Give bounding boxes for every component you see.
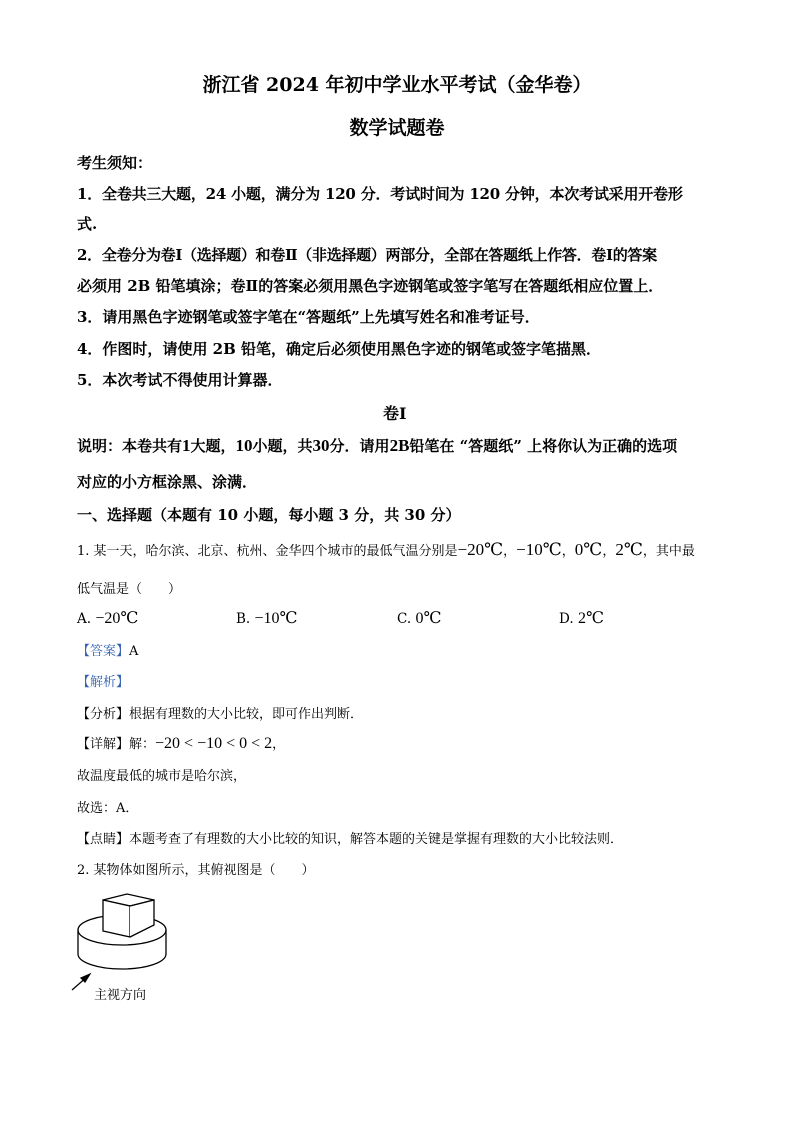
page-title: 浙江省 2024 年初中学业水平考试（金华卷）	[202, 74, 592, 96]
q1-temp-3: 0℃	[574, 540, 603, 559]
q1-temp-4: 2℃	[615, 540, 643, 559]
notice-item-2-line-1: 2．全卷分为卷Ⅰ（选择题）和卷Ⅱ（非选择题）两部分，全部在答题纸上作答．卷Ⅰ的答案	[77, 246, 657, 264]
notice-heading: 考生须知：	[77, 154, 153, 172]
q1-fenxi-tag: 【分析】	[77, 707, 130, 722]
notice-item-2-line-2: 必须用 2B 铅笔填涂；卷Ⅱ的答案必须用黑色字迹钢笔或签字笔写在答题纸相应位置上．	[77, 277, 664, 295]
instructions-text-4: 分．请用	[329, 437, 390, 455]
q1-xiangjie-tag: 【详解】	[77, 737, 130, 752]
instructions-num-3: 30	[312, 436, 330, 455]
q1-temp-1: −20℃	[457, 540, 504, 559]
q1-xiangjie-prefix: 解：	[129, 737, 156, 752]
q1-stem-line-1	[77, 540, 695, 560]
instructions-text-2: 大题，	[190, 437, 236, 455]
block-front-face	[103, 900, 130, 937]
block-side-face	[130, 900, 154, 937]
q1-analysis-tag: 【解析】	[77, 675, 130, 690]
q1-choose: 故选：A．	[77, 801, 139, 816]
notice-item-3: 3．请用黑色字迹钢笔或签字笔在“答题纸”上先填写姓名和准考证号．	[77, 308, 540, 326]
instructions-text-1: 说明：本卷共有	[77, 437, 183, 455]
q1-fenxi-text: 根据有理数的大小比较，即可作出判断．	[129, 707, 364, 722]
q1-option-d-value: 2℃	[577, 610, 604, 627]
q1-dianjing-tag: 【点睛】	[77, 832, 130, 847]
q1-answer-tag: 【答案】	[77, 644, 130, 659]
notice-item-5: 5．本次考试不得使用计算器．	[77, 371, 283, 389]
figure-caption: 主视方向	[94, 988, 147, 1003]
instructions-line-2: 对应的小方框涂黑、涂满．	[77, 473, 258, 491]
instructions-text-5: 铅笔在 “答题纸” 上将你认为正确的选项	[409, 437, 678, 455]
solid-figure	[66, 890, 176, 995]
q1-dianjing-text: 本题考查了有理数的大小比较的知识，解答本题的关键是掌握有理数的大小比较法则．	[129, 832, 624, 847]
cylinder-bottom-edge	[78, 954, 166, 969]
q1-sep-3: ，	[602, 544, 616, 559]
q1-option-b-letter: B.	[236, 611, 251, 627]
instructions-text-3: 小题，共	[252, 437, 313, 455]
q1-option-b-value: −10℃	[254, 610, 298, 627]
instructions-line-1	[77, 435, 677, 456]
q1-temp-2: −10℃	[516, 540, 562, 559]
section-heading: 一、选择题（本题有 10 小题，每小题 3 分，共 30 分）	[77, 506, 461, 524]
q1-option-d	[559, 608, 604, 628]
q1-option-a-letter: A.	[77, 611, 92, 627]
q1-xiangjie	[77, 733, 285, 753]
q1-sep-2: ，	[561, 544, 575, 559]
q1-fenxi	[77, 703, 363, 722]
q1-option-d-letter: D.	[559, 611, 574, 627]
q1-stem-b: ，其中最	[642, 544, 695, 559]
q1-option-a-value: −20℃	[95, 610, 139, 627]
q1-option-a	[77, 608, 138, 628]
q2-stem: 2. 某物体如图所示，其俯视图是（ ）	[77, 863, 315, 878]
instructions-num-4: 2B	[389, 436, 410, 455]
q1-option-c-letter: C.	[397, 611, 412, 627]
q1-stem-line-2: 低气温是（ ）	[77, 582, 182, 597]
q1-option-c-value: 0℃	[415, 610, 442, 627]
volume-title: 卷Ⅰ	[383, 404, 407, 423]
instructions-num-2: 10	[235, 436, 253, 455]
q1-stem-a: 1. 某一天，哈尔滨、北京、杭州、金华四个城市的最低气温分别是	[77, 544, 458, 559]
q1-option-c	[397, 608, 441, 628]
q1-xiangjie-suffix: ，	[272, 737, 286, 752]
q1-dianjing	[77, 828, 623, 847]
instructions-num-1: 1	[182, 436, 191, 455]
notice-item-4: 4．作图时，请使用 2B 铅笔，确定后必须使用黑色字迹的钢笔或签字笔描黑．	[77, 340, 601, 358]
page-subtitle: 数学试题卷	[349, 117, 445, 139]
q1-answer	[77, 640, 138, 659]
notice-item-1-line-2: 式.	[77, 215, 98, 233]
q1-option-b	[236, 608, 297, 628]
q1-conclusion: 故温度最低的城市是哈尔滨，	[77, 769, 247, 784]
q1-answer-value: A	[129, 644, 139, 659]
q1-sep-1: ，	[503, 544, 517, 559]
q1-xiangjie-math: −20 < −10 < 0 < 2	[155, 735, 273, 752]
notice-item-1-line-1: 1．全卷共三大题，24 小题，满分为 120 分．考试时间为 120 分钟，本次考试采用开卷形	[77, 185, 683, 203]
